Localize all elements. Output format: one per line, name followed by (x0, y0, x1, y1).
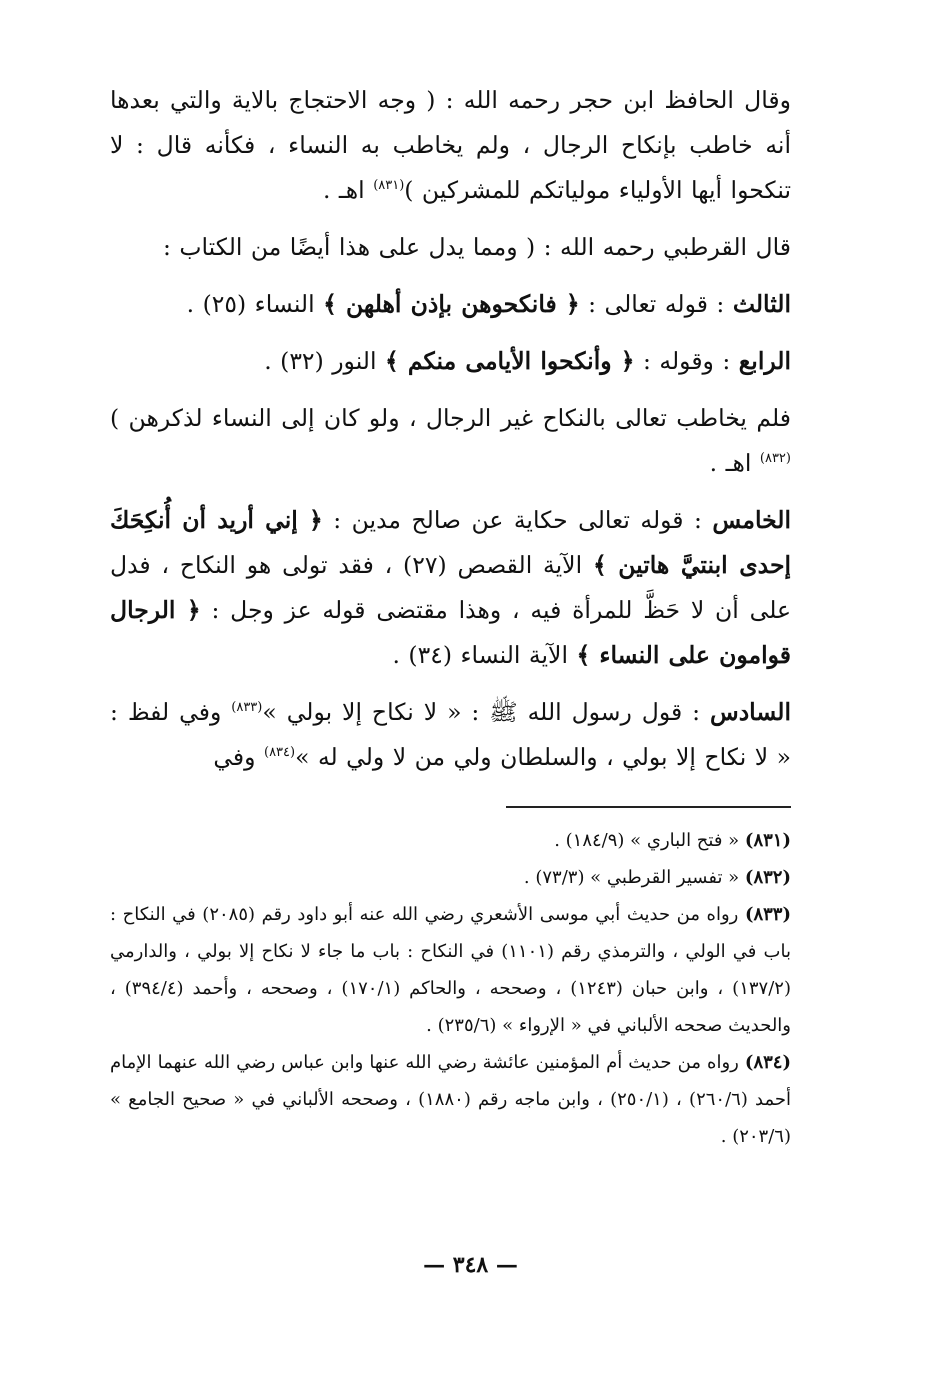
footnote-item (110, 1044, 791, 1155)
quran-verse: ﴿ إني أريد أن أُنكِحَكَ إحدى ابنتيَّ هاتين ﴾ (110, 506, 791, 579)
footnote-number: (٨٣٤) (744, 1052, 791, 1073)
paragraph-text: فلم يخاطب تعالى بالنكاح غير الرجال ، ولو كان إلى النساء لذكرهن ) (110, 404, 791, 432)
verse-reference: النور (٣٢) . (264, 347, 385, 375)
quran-verse: ﴿ فانكحوهن بإذن أهلهن ﴾ (323, 290, 580, 318)
paragraph-text: وفي لفظ : « لا نكاح إلا بولي ، والسلطان ولي من لا ولي له » (110, 698, 791, 771)
point-label: الرابع (738, 347, 791, 375)
footnote-number: (٨٣٢) (744, 867, 791, 888)
point-label: السادس (710, 698, 791, 726)
paragraph-third (110, 282, 791, 327)
paragraph-text: اهـ . (709, 449, 760, 477)
paragraph-text: الآية القصص (٢٧) ، فقد تولى هو النكاح ، فدل على أن لا حَظَّ للمرأة فيه ، وهذا مقتضى قوله عز وجل : (110, 551, 791, 624)
footnote-text: « فتح الباري » (١٨٤/٩) . (554, 830, 745, 851)
footnote-text: رواه من حديث أم المؤمنين عائشة رضي الله عنها وابن عباس رضي الله عنهما الإمام أحمد (٢٦٠/٦) ، (٢٥٠/١) ، وابن ماجه رقم (١٨٨٠) ، وصححه الألباني في « صحيح الجامع » (٢٠٣/٦) . (110, 1052, 791, 1147)
footnotes (110, 822, 791, 1155)
paragraph-conclusion (110, 396, 791, 486)
paragraph-ibn-hajar (110, 78, 791, 213)
footnote-item (110, 822, 791, 859)
footnote-ref[interactable]: (٨٣٤) (263, 745, 296, 761)
footnote-ref[interactable]: (٨٣١) (373, 178, 405, 194)
footnote-number: (٨٣١) (744, 830, 791, 851)
paragraph-text: قال القرطبي رحمه الله : ( ومما يدل على هذا أيضًا من الكتاب : (162, 233, 791, 261)
paragraph-qurtubi (110, 225, 791, 270)
paragraph-text: : قوله تعالى حكاية عن صالح مدين : (322, 506, 713, 534)
point-label: الثالث (732, 290, 791, 318)
paragraph-text: اهـ . (322, 176, 374, 204)
footnote-text: رواه من حديث أبي موسى الأشعري رضي الله عنه أبو داود رقم (٢٠٨٥) في النكاح : باب في الولي ، والترمذي رقم (١١٠١) في النكاح : باب ما جاء لا نكاح إلا بولي ، والدارمي (١٣٧/٢) ، وابن حبان (١٢٤٣) ، وصححه ، والحاكم (١٧٠/١) ، وصححه ، وأحمد (٣٩٤/٤) ، والحديث صححه الألباني في « الإرواء » (٢٣٥/٦) . (110, 904, 791, 1036)
footnote-divider (506, 806, 791, 808)
paragraph-text: : قول رسول الله ﷺ : « لا نكاح إلا بولي » (262, 698, 711, 726)
paragraph-text: : قوله تعالى : (579, 290, 733, 318)
footnote-ref[interactable]: (٨٣٢) (759, 451, 791, 467)
quran-verse: ﴿ الرجال قوامون على النساء ﴾ (110, 596, 791, 669)
page-number: — ٣٤٨ — (423, 1252, 518, 1278)
paragraph-text: وفي (213, 743, 264, 771)
paragraph-text: وقال الحافظ ابن حجر رحمه الله : ( وجه الاحتجاج بالاية والتي بعدها أنه خاطب بإنكاح الرجال ، ولم يخاطب به النساء ، فكأنه قال : لا تنكحوا أيها الأولياء مولياتكم للمشركين ) (110, 86, 791, 204)
footnote-ref[interactable]: (٨٣٣) (231, 700, 263, 716)
paragraph-text: : وقوله : (634, 347, 739, 375)
verse-reference: الآية النساء (٣٤) . (392, 641, 577, 669)
quran-verse: ﴿ وأنكحوا الأيامى منكم ﴾ (384, 347, 635, 375)
verse-reference: النساء (٢٥) . (186, 290, 324, 318)
paragraph-sixth (110, 690, 791, 780)
paragraph-fifth (110, 498, 791, 678)
footnote-item (110, 859, 791, 896)
footnote-item (110, 896, 791, 1044)
footnote-text: « تفسير القرطبي » (٧٣/٣) . (523, 867, 745, 888)
paragraph-fourth (110, 339, 791, 384)
footnote-number: (٨٣٣) (744, 904, 792, 925)
point-label: الخامس (712, 506, 791, 534)
